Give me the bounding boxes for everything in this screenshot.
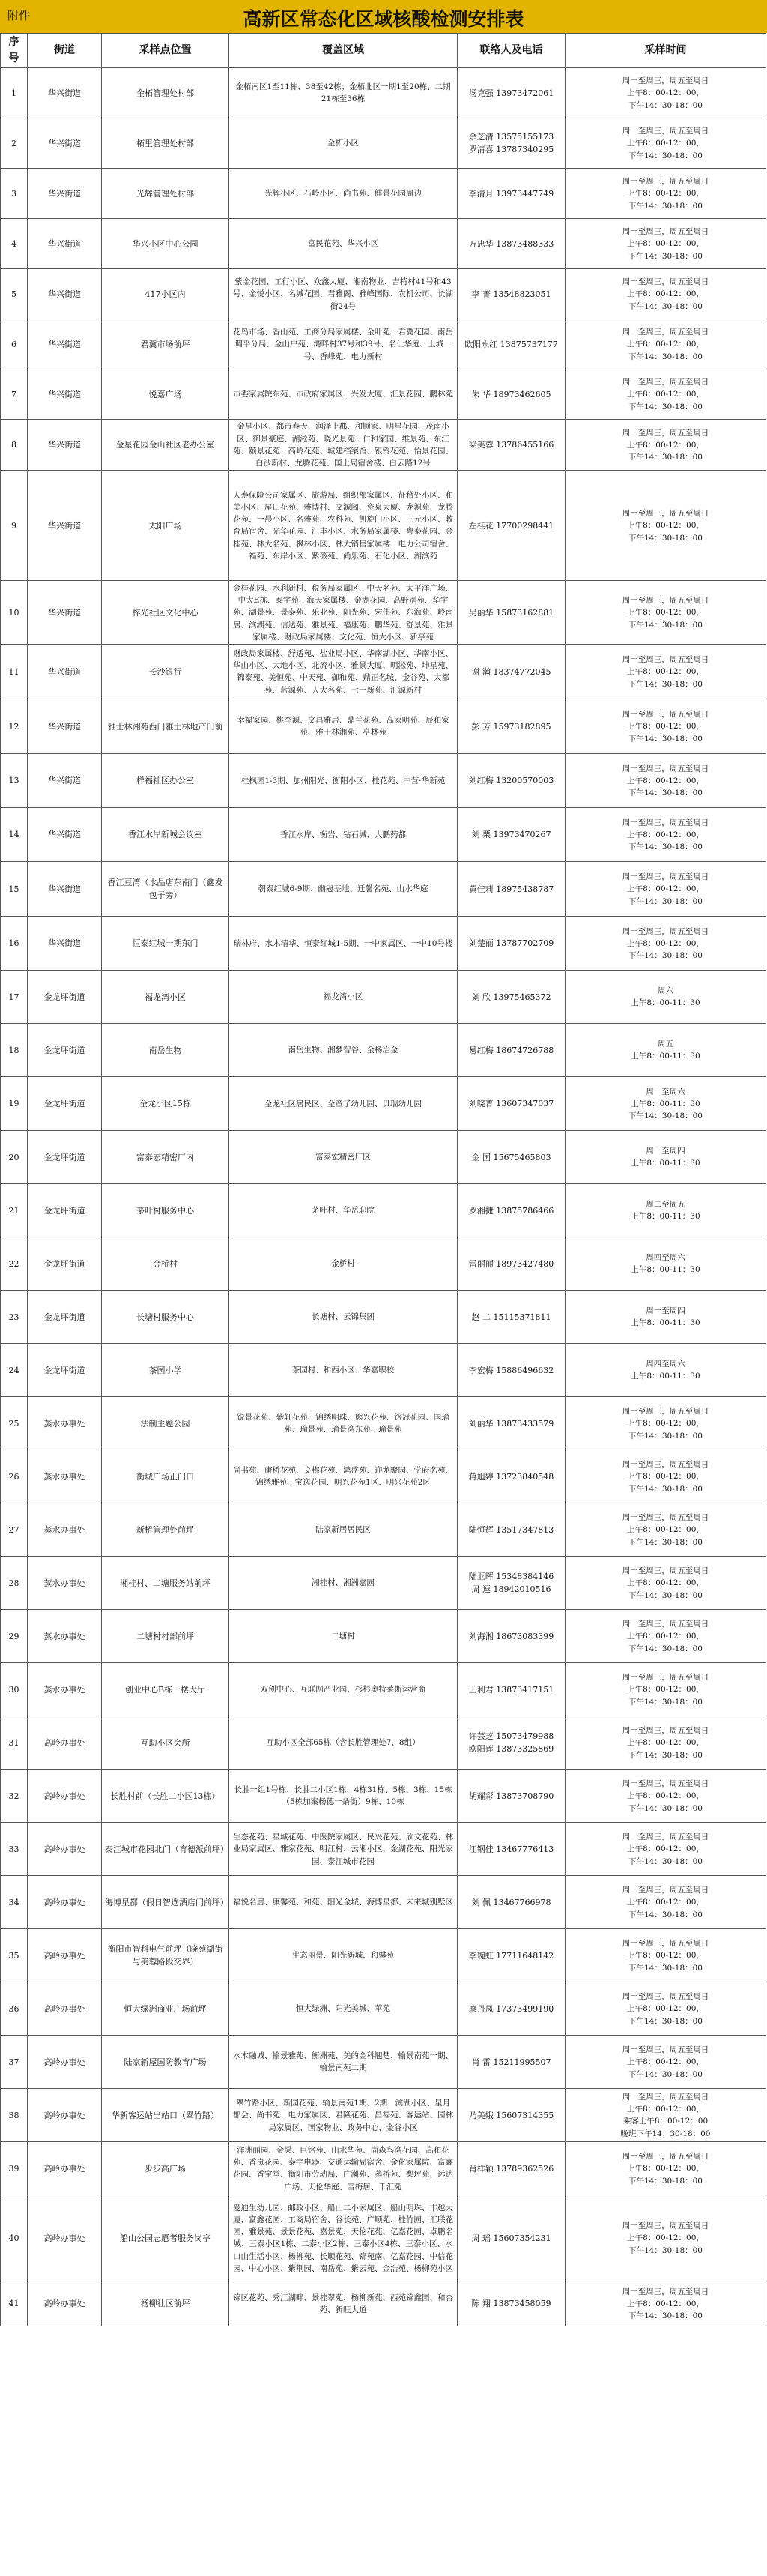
coverage-cell: 福龙湾小区 — [229, 971, 458, 1024]
site-cell: 长胜村前（长胜二小区13栋） — [102, 1770, 229, 1823]
contact-cell: 许芸芝 15073479988 欧阳莲 13873325869 — [458, 1716, 566, 1770]
coverage-cell: 恒大绿洲、阳光美城、苹苑 — [229, 1982, 458, 2036]
row-number: 30 — [1, 1663, 28, 1716]
time-cell: 周一至周三，周五至周日 上午8：00-12：00， 乘客上午8：00-12：00 晚班下午14：30-18：00 — [566, 2089, 766, 2142]
site-cell: 光辉管理处村部 — [102, 169, 229, 219]
contact-cell: 刘楚丽 13787702709 — [458, 917, 566, 971]
time-cell: 周一至周三，周五至周日 上午8：00-12：00， 下午14：30-18：00 — [566, 118, 766, 169]
contact-cell: 蒋旭婷 13723840548 — [458, 1450, 566, 1503]
table-row — [1, 219, 766, 269]
street-cell: 高岭办事处 — [28, 1716, 102, 1770]
street-cell: 蒸水办事处 — [28, 1610, 102, 1663]
coverage-cell: 茶园村、和西小区、华嘉职校 — [229, 1344, 458, 1397]
coverage-cell: 生态花苑、星城花苑、中医院家属区、民兴花苑、欣文花苑、林业局家属区、雅家花苑、明江村、云湘小区、金湖花苑、阳光家园、泰江城市花园 — [229, 1823, 458, 1876]
row-number: 32 — [1, 1770, 28, 1823]
table-row — [1, 471, 766, 581]
column-header: 街道 — [28, 34, 102, 68]
contact-cell: 刘红梅 13200570003 — [458, 754, 566, 808]
coverage-cell: 洋洲丽园、金梁、巨铭苑、山水华苑、尚森鸟湾花园、高和花苑、香岚花园、泰宇电器、交通运输局宿舍、金化家属院、富鑫花园、香宝堂、衡阳市劳动局、广潮苑、蒸桥苑、梨坪苑、远达广场、天伦华庭、雪梅居、千汇苑 — [229, 2142, 458, 2195]
site-cell: 步步高广场 — [102, 2142, 229, 2195]
coverage-cell: 长胜一组1号栋、长胜二小区1栋、4栋31栋、5栋、3栋、15栋（5栋加案杨德一条街）9栋、10栋 — [229, 1770, 458, 1823]
site-cell: 长塘村服务中心 — [102, 1291, 229, 1344]
time-cell: 周一至周三，周五至周日 上午8：00-12：00， 下午14：30-18：00 — [566, 319, 766, 369]
contact-cell: 刘 欣 13975465372 — [458, 971, 566, 1024]
row-number: 15 — [1, 862, 28, 917]
coverage-cell: 香江水岸、衡岩、钻石城、大鹏药都 — [229, 808, 458, 862]
table-row — [1, 319, 766, 369]
street-cell: 华兴街道 — [28, 169, 102, 219]
contact-cell: 李琬虹 17711648142 — [458, 1929, 566, 1982]
site-cell: 陆家新屋国防教育广场 — [102, 2036, 229, 2089]
table-row — [1, 917, 766, 971]
time-cell: 周一至周三，周五至周日 上午8：00-12：00， 下午14：30-18：00 — [566, 420, 766, 471]
contact-cell: 彭 芳 15973182895 — [458, 699, 566, 754]
street-cell: 高岭办事处 — [28, 2195, 102, 2281]
site-cell: 悦嘉广场 — [102, 369, 229, 420]
table-row — [1, 1397, 766, 1450]
street-cell: 金龙坪街道 — [28, 1237, 102, 1291]
row-number: 18 — [1, 1024, 28, 1077]
row-number: 9 — [1, 471, 28, 581]
table-row — [1, 1876, 766, 1929]
table-row — [1, 2142, 766, 2195]
site-cell: 船山公园志愿者服务岗亭 — [102, 2195, 229, 2281]
coverage-cell: 南岳生物、湘梦智谷、金杨冶金 — [229, 1024, 458, 1077]
column-header: 序号 — [1, 34, 28, 68]
coverage-cell: 爱迪生幼儿园、邮政小区、船山二小家属区、船山明珠、丰越大厦、富鑫花园、工商局宿舍、谷长苑、广顺苑、桂竹园、汇联花园、雅景苑、景景花苑、嘉景苑、天伦花苑、亿嘉花园、卓鹏名城、三泰小区1栋、二泰小区2栋、三泰小区4栋、三泰小区、水口山生活小区、杨柳苑、长顺花苑、锦苑南、亿嘉花园、中信花园、中心小区、紫荆园、南岳苑、紫云苑、金浩苑、杨柳苑小区 — [229, 2195, 458, 2281]
time-cell: 周一至周三，周五至周日 上午8：00-12：00， 下午14：30-18：00 — [566, 808, 766, 862]
site-cell: 福龙湾小区 — [102, 971, 229, 1024]
coverage-cell: 桂枫园1-3期、加州阳光、衡阳小区、桂花苑、中营·华新苑 — [229, 754, 458, 808]
time-cell: 周一至周三，周五至周日 上午8：00-12：00， 下午14：30-18：00 — [566, 1770, 766, 1823]
street-cell: 华兴街道 — [28, 645, 102, 699]
coverage-cell: 茅叶村、华岳职院 — [229, 1184, 458, 1237]
table-row — [1, 118, 766, 169]
time-cell: 周一至周三，周五至周日 上午8：00-12：00， 下午14：30-18：00 — [566, 1823, 766, 1876]
coverage-cell: 互助小区全部65栋（含长胜管理处7、8组） — [229, 1716, 458, 1770]
coverage-cell: 朝泰红城6-9期、幽冠基地、迁馨名苑、山水华庭 — [229, 862, 458, 917]
table-row — [1, 1344, 766, 1397]
street-cell: 华兴街道 — [28, 319, 102, 369]
site-cell: 互助小区会所 — [102, 1716, 229, 1770]
table-row — [1, 68, 766, 118]
time-cell: 周一至周三，周五至周日 上午8：00-12：00， 下午14：30-18：00 — [566, 581, 766, 645]
site-cell: 金龙小区15栋 — [102, 1077, 229, 1131]
coverage-cell: 陆家新居居民区 — [229, 1503, 458, 1557]
time-cell: 周一至周三，周五至周日 上午8：00-12：00， 下午14：30-18：00 — [566, 1876, 766, 1929]
contact-cell: 黄佳莉 18975438787 — [458, 862, 566, 917]
row-number: 5 — [1, 269, 28, 319]
contact-cell: 陆亚晖 15348384146 周 逗 18942010516 — [458, 1557, 566, 1610]
street-cell: 金龙坪街道 — [28, 971, 102, 1024]
street-cell: 华兴街道 — [28, 808, 102, 862]
coverage-cell: 锦区花苑、秀江湖畔、景桂翠苑、杨柳新苑、西苑锦鑫园、和杏苑、新旺大道 — [229, 2281, 458, 2326]
site-cell: 富泰宏精密厂内 — [102, 1131, 229, 1184]
table-row — [1, 699, 766, 754]
contact-cell: 肖样颖 13789362526 — [458, 2142, 566, 2195]
site-cell: 茶园小学 — [102, 1344, 229, 1397]
site-cell: 香江水岸新城会议室 — [102, 808, 229, 862]
coverage-cell: 双创中心、互联网产业园、杉杉奥特莱斯运营商 — [229, 1663, 458, 1716]
row-number: 39 — [1, 2142, 28, 2195]
row-number: 10 — [1, 581, 28, 645]
row-number: 6 — [1, 319, 28, 369]
row-number: 8 — [1, 420, 28, 471]
table-row — [1, 1982, 766, 2036]
row-number: 20 — [1, 1131, 28, 1184]
street-cell: 华兴街道 — [28, 68, 102, 118]
column-header: 联络人及电话 — [458, 34, 566, 68]
coverage-cell: 幸福家园、桃李源、文昌雅居、鼎兰花苑、高家明苑、辰和家苑、雅士林湘苑、亭林苑 — [229, 699, 458, 754]
street-cell: 华兴街道 — [28, 219, 102, 269]
row-number: 31 — [1, 1716, 28, 1770]
table-row — [1, 1291, 766, 1344]
contact-cell: 李宏梅 15886496632 — [458, 1344, 566, 1397]
coverage-cell: 水木融城、输景雅苑、衡洲苑、美的金科翘楚、输景南苑一期、输景南苑二期 — [229, 2036, 458, 2089]
time-cell: 周四至周六 上午8：00-11：30 — [566, 1344, 766, 1397]
row-number: 13 — [1, 754, 28, 808]
street-cell: 金龙坪街道 — [28, 1024, 102, 1077]
site-cell: 法制主题公园 — [102, 1397, 229, 1450]
time-cell: 周一至周三，周五至周日 上午8：00-12：00， 下午14：30-18：00 — [566, 699, 766, 754]
coverage-cell: 金星小区、都市春天、润泽上郡、和顺家、明星花园、茂南小区、御景豪庭、湖淞苑、晓光景苑、仁和家园、维景苑、东江苑、颐景花苑、高岭花苑、城建档案馆、银铃花苑、怡景花园、白沙新村、龙腾花苑、国土局宿舍楼、白云路12号 — [229, 420, 458, 471]
contact-cell: 欧阳永红 13875737177 — [458, 319, 566, 369]
site-cell: 恒泰红城一期东门 — [102, 917, 229, 971]
street-cell: 华兴街道 — [28, 269, 102, 319]
time-cell: 周五 上午8：00-11：30 — [566, 1024, 766, 1077]
street-cell: 华兴街道 — [28, 917, 102, 971]
time-cell: 周一至周三，周五至周日 上午8：00-12：00， 下午14：30-18：00 — [566, 2195, 766, 2281]
row-number: 37 — [1, 2036, 28, 2089]
street-cell: 华兴街道 — [28, 369, 102, 420]
row-number: 2 — [1, 118, 28, 169]
time-cell: 周一至周三，周五至周日 上午8：00-12：00， 下午14：30-18：00 — [566, 1397, 766, 1450]
street-cell: 高岭办事处 — [28, 2036, 102, 2089]
time-cell: 周一至周三，周五至周日 上午8：00-12：00， 下午14：30-18：00 — [566, 471, 766, 581]
contact-cell: 江钢佳 13467776413 — [458, 1823, 566, 1876]
contact-cell: 吴丽华 15873162881 — [458, 581, 566, 645]
contact-cell: 廖丹凤 17373499190 — [458, 1982, 566, 2036]
time-cell: 周一至周四 上午8：00-11：30 — [566, 1291, 766, 1344]
coverage-cell: 金柘南区1至11栋、38至42栋；金柘北区一期1至20栋、二期21栋至36栋 — [229, 68, 458, 118]
contact-cell: 雷丽丽 18973427480 — [458, 1237, 566, 1291]
table-row — [1, 1184, 766, 1237]
contact-cell: 万忠华 13873488333 — [458, 219, 566, 269]
contact-cell: 余芝清 13575155173 罗清喜 13787340295 — [458, 118, 566, 169]
street-cell: 华兴街道 — [28, 699, 102, 754]
table-row — [1, 1077, 766, 1131]
coverage-cell: 瑞林府、水木清华、恒泰红城1-5期、一中家属区、一中10号楼 — [229, 917, 458, 971]
table-row — [1, 2281, 766, 2326]
contact-cell: 李 菁 13548823051 — [458, 269, 566, 319]
contact-cell: 胡耀彩 13873708790 — [458, 1770, 566, 1823]
row-number: 40 — [1, 2195, 28, 2281]
time-cell: 周一至周三，周五至周日 上午8：00-12：00， 下午14：30-18：00 — [566, 1503, 766, 1557]
table-row — [1, 1131, 766, 1184]
time-cell: 周一至周四 上午8：00-11：30 — [566, 1131, 766, 1184]
site-cell: 杨柳社区前坪 — [102, 2281, 229, 2326]
street-cell: 蒸水办事处 — [28, 1663, 102, 1716]
site-cell: 417小区内 — [102, 269, 229, 319]
street-cell: 金龙坪街道 — [28, 1077, 102, 1131]
contact-cell: 陈 翔 13873458059 — [458, 2281, 566, 2326]
table-row — [1, 269, 766, 319]
site-cell: 金星花园金山社区老办公室 — [102, 420, 229, 471]
street-cell: 蒸水办事处 — [28, 1397, 102, 1450]
site-cell: 华新客运站出站口（翠竹路） — [102, 2089, 229, 2142]
site-cell: 柘里管理处村部 — [102, 118, 229, 169]
time-cell: 周一至周三，周五至周日 上午8：00-12：00， 下午14：30-18：00 — [566, 1663, 766, 1716]
street-cell: 华兴街道 — [28, 862, 102, 917]
row-number: 24 — [1, 1344, 28, 1397]
contact-cell: 左桂花 17700298441 — [458, 471, 566, 581]
site-cell: 二塘村村部前坪 — [102, 1610, 229, 1663]
coverage-cell: 湘桂村、湘洲嘉园 — [229, 1557, 458, 1610]
table-row — [1, 1024, 766, 1077]
time-cell: 周一至周三，周五至周日 上午8：00-12：00， 下午14：30-18：00 — [566, 269, 766, 319]
street-cell: 华兴街道 — [28, 420, 102, 471]
time-cell: 周一至周三，周五至周日 上午8：00-12：00， 下午14：30-18：00 — [566, 219, 766, 269]
row-number: 29 — [1, 1610, 28, 1663]
contact-cell: 刘 佩 13467766978 — [458, 1876, 566, 1929]
street-cell: 高岭办事处 — [28, 2281, 102, 2326]
street-cell: 高岭办事处 — [28, 1982, 102, 2036]
table-row — [1, 581, 766, 645]
coverage-cell: 金龙社区居民区、金童了幼儿园、贝瑞幼儿园 — [229, 1077, 458, 1131]
coverage-cell: 金桂花园、水利新村、税务局家属区、中天名苑、太平洋广场、中大E栋、泰宇苑、海天家属楼、金湖花园、高野别苑、华宇苑、湖景苑、景泰苑、乐业苑、阳光苑、宏伟苑、东海苑、岭南居、滨湖苑、信达苑、雅景苑、福康苑、鹏华苑、舒景苑、雅景家属楼、财政局家属楼、文化苑、恒大小区、新亭苑 — [229, 581, 458, 645]
site-cell: 新桥管理处前坪 — [102, 1503, 229, 1557]
row-number: 14 — [1, 808, 28, 862]
column-header: 采样点位置 — [102, 34, 229, 68]
column-header: 采样时间 — [566, 34, 766, 68]
time-cell: 周二至周五 上午8：00-11：30 — [566, 1184, 766, 1237]
site-cell: 金柘管理处村部 — [102, 68, 229, 118]
contact-cell: 刘晓菁 13607347037 — [458, 1077, 566, 1131]
coverage-cell: 市委家属院东苑、市政府家属区、兴发大厦、汇景花园、鹏林苑 — [229, 369, 458, 420]
table-body — [1, 68, 766, 2326]
time-cell: 周一至周三，周五至周日 上午8：00-12：00， 下午14：30-18：00 — [566, 754, 766, 808]
coverage-cell: 金柘小区 — [229, 118, 458, 169]
time-cell: 周一至周三，周五至周日 上午8：00-12：00， 下午14：30-18：00 — [566, 1450, 766, 1503]
coverage-cell: 翠竹路小区、新园花苑、输景南苑1期、2期、滨湖小区、星月都会、尚书苑、电力家属区、君隆花苑、昌福苑、客运站、园林局家属区、国家物业、政务中心、金谷小区 — [229, 2089, 458, 2142]
coverage-cell: 生态丽景、阳光新城、和馨苑 — [229, 1929, 458, 1982]
coverage-cell: 财政局家属楼、舒适苑、盐业局小区、华南湖小区、华南小区、华山小区、大地小区、北流小区、雅景大厦、明淞苑、坤星苑、锦泰苑、美恒苑、中天苑、御和苑、鼎正名城、金谷苑、大都苑、蓝源苑、人大名苑、七一新苑、汇源新村 — [229, 645, 458, 699]
table-row — [1, 1557, 766, 1610]
street-cell: 蒸水办事处 — [28, 1557, 102, 1610]
table-row — [1, 420, 766, 471]
street-cell: 金龙坪街道 — [28, 1184, 102, 1237]
time-cell: 周一至周三，周五至周日 上午8：00-12：00， 下午14：30-18：00 — [566, 645, 766, 699]
table-row — [1, 808, 766, 862]
table-row — [1, 862, 766, 917]
site-cell: 样福社区办公室 — [102, 754, 229, 808]
street-cell: 高岭办事处 — [28, 2089, 102, 2142]
row-number: 33 — [1, 1823, 28, 1876]
row-number: 35 — [1, 1929, 28, 1982]
street-cell: 金龙坪街道 — [28, 1131, 102, 1184]
coverage-cell: 人寿保险公司家属区、旅游局、组织部家属区、征稽处小区、和美小区、屋田花苑、雅博村、文源阁、瓷泉大厦、龙源苑、龙腾花苑、一晨小区、名雅苑、农科苑、凯旋门小区、三元小区、教育局宿舍、光华花园、汇丰小区、水务局家属楼、粤泰花园、金桂苑、林大名苑、枫林小区、林大销售家属楼、电力公司宿舍、福苑、东岸小区、紫薇苑、尚乐苑、石化小区、湖滨苑 — [229, 471, 458, 581]
street-cell: 蒸水办事处 — [28, 1503, 102, 1557]
site-cell: 香江豆湾（水晶店东南门（鑫发包子旁） — [102, 862, 229, 917]
table-row — [1, 1237, 766, 1291]
street-cell: 蒸水办事处 — [28, 1450, 102, 1503]
time-cell: 周一至周六 上午8：00-11：30 下午14：30-18：00 — [566, 1077, 766, 1131]
site-cell: 金桥村 — [102, 1237, 229, 1291]
coverage-cell: 紫金花园、工行小区、众鑫大厦、湘南物业、吉特村41号和43号、金悦小区、名城花园、君雅阁、雅峰国际、农机公司、长湖街24号 — [229, 269, 458, 319]
table-row — [1, 1716, 766, 1770]
schedule-table — [0, 33, 766, 2326]
contact-cell: 谢 瀚 18374772045 — [458, 645, 566, 699]
title-bar — [0, 0, 767, 33]
contact-cell: 刘海湘 18673083399 — [458, 1610, 566, 1663]
table-row — [1, 1929, 766, 1982]
row-number: 25 — [1, 1397, 28, 1450]
attachment-tag: 附件 — [7, 9, 31, 22]
time-cell: 周一至周三，周五至周日 上午8：00-12：00， 下午14：30-18：00 — [566, 1557, 766, 1610]
coverage-cell: 花鸟市场、香山苑、工商分局家属楼、金叶苑、君冀花园、南岳调平分局、金山户苑、湾畔村37号和39号、名仕华庭、上城一号、香峰苑、电力新村 — [229, 319, 458, 369]
coverage-cell: 富民花苑、华兴小区 — [229, 219, 458, 269]
contact-cell: 罗湘捷 13875786466 — [458, 1184, 566, 1237]
coverage-cell: 长塘村、云锦集团 — [229, 1291, 458, 1344]
table-row — [1, 1503, 766, 1557]
header-row — [1, 34, 766, 68]
table-row — [1, 2036, 766, 2089]
site-cell: 太阳广场 — [102, 471, 229, 581]
table-row — [1, 1663, 766, 1716]
row-number: 26 — [1, 1450, 28, 1503]
time-cell: 周一至周三，周五至周日 上午8：00-12：00， 下午14：30-18：00 — [566, 862, 766, 917]
time-cell: 周一至周三，周五至周日 上午8：00-12：00， 下午14：30-18：00 — [566, 1610, 766, 1663]
site-cell: 茅叶村服务中心 — [102, 1184, 229, 1237]
street-cell: 高岭办事处 — [28, 1823, 102, 1876]
table-row — [1, 1770, 766, 1823]
coverage-cell: 二塘村 — [229, 1610, 458, 1663]
street-cell: 高岭办事处 — [28, 1876, 102, 1929]
row-number: 7 — [1, 369, 28, 420]
site-cell: 泰江城市花园北门（育德派前坪） — [102, 1823, 229, 1876]
coverage-cell: 富泰宏精密厂区 — [229, 1131, 458, 1184]
row-number: 38 — [1, 2089, 28, 2142]
contact-cell: 刘 栗 13973470267 — [458, 808, 566, 862]
row-number: 12 — [1, 699, 28, 754]
site-cell: 创业中心B栋一楼大厅 — [102, 1663, 229, 1716]
contact-cell: 李清月 13973447749 — [458, 169, 566, 219]
street-cell: 高岭办事处 — [28, 1770, 102, 1823]
row-number: 3 — [1, 169, 28, 219]
contact-cell: 王利君 13873417151 — [458, 1663, 566, 1716]
contact-cell: 周 瑶 15607354231 — [458, 2195, 566, 2281]
street-cell: 金龙坪街道 — [28, 1291, 102, 1344]
contact-cell: 肖 雷 15211995507 — [458, 2036, 566, 2089]
table-row — [1, 1610, 766, 1663]
table-row — [1, 754, 766, 808]
coverage-cell: 光辉小区、石岭小区、尚书苑、健景花园周边 — [229, 169, 458, 219]
site-cell: 湘桂村、二塘服务站前坪 — [102, 1557, 229, 1610]
street-cell: 高岭办事处 — [28, 2142, 102, 2195]
time-cell: 周四至周六 上午8：00-11：30 — [566, 1237, 766, 1291]
site-cell: 恒大绿洲商业广场前坪 — [102, 1982, 229, 2036]
row-number: 16 — [1, 917, 28, 971]
site-cell: 海博星都（假日智选酒店门前坪） — [102, 1876, 229, 1929]
page-title: 高新区常态化区域核酸检测安排表 — [243, 8, 524, 30]
time-cell: 周一至周三，周五至周日 上午8：00-12：00， 下午14：30-18：00 — [566, 169, 766, 219]
time-cell: 周一至周三，周五至周日 上午8：00-12：00， 下午14：30-18：00 — [566, 369, 766, 420]
row-number: 11 — [1, 645, 28, 699]
contact-cell: 陆恒辉 13517347813 — [458, 1503, 566, 1557]
time-cell: 周一至周三，周五至周日 上午8：00-12：00， 下午14：30-18：00 — [566, 2142, 766, 2195]
time-cell: 周一至周三，周五至周日 上午8：00-12：00， 下午14：30-18：00 — [566, 2036, 766, 2089]
site-cell: 君冀市场前坪 — [102, 319, 229, 369]
row-number: 34 — [1, 1876, 28, 1929]
table-row — [1, 2195, 766, 2281]
coverage-cell: 福悦名居、康馨苑、和苑、阳光金城、海博星都、未来城别墅区 — [229, 1876, 458, 1929]
coverage-cell: 金桥村 — [229, 1237, 458, 1291]
street-cell: 华兴街道 — [28, 118, 102, 169]
time-cell: 周一至周三，周五至周日 上午8：00-12：00， 下午14：30-18：00 — [566, 1929, 766, 1982]
table-row — [1, 1450, 766, 1503]
time-cell: 周一至周三，周五至周日 上午8：00-12：00， 下午14：30-18：00 — [566, 2281, 766, 2326]
row-number: 22 — [1, 1237, 28, 1291]
row-number: 21 — [1, 1184, 28, 1237]
row-number: 4 — [1, 219, 28, 269]
table-row — [1, 169, 766, 219]
contact-cell: 赵 二 15115371811 — [458, 1291, 566, 1344]
row-number: 41 — [1, 2281, 28, 2326]
coverage-cell: 尚书苑、康桥花苑、文梅花苑、鸿盛苑、迎龙聚园、学府名苑、锦绣雅苑、宝逸花园、明兴花苑1区、明兴花苑2区 — [229, 1450, 458, 1503]
row-number: 28 — [1, 1557, 28, 1610]
row-number: 27 — [1, 1503, 28, 1557]
time-cell: 周一至周三，周五至周日 上午8：00-12：00， 下午14：30-18：00 — [566, 917, 766, 971]
contact-cell: 金 国 15675465803 — [458, 1131, 566, 1184]
table-row — [1, 645, 766, 699]
site-cell: 衡阳市智科电气前坪（晓苑湖街与美蓉路段交界） — [102, 1929, 229, 1982]
column-header: 覆盖区域 — [229, 34, 458, 68]
contact-cell: 朱 华 18973462605 — [458, 369, 566, 420]
row-number: 19 — [1, 1077, 28, 1131]
table-row — [1, 369, 766, 420]
street-cell: 华兴街道 — [28, 754, 102, 808]
street-cell: 金龙坪街道 — [28, 1344, 102, 1397]
site-cell: 华兴小区中心公园 — [102, 219, 229, 269]
time-cell: 周一至周三，周五至周日 上午8：00-12：00， 下午14：30-18：00 — [566, 68, 766, 118]
coverage-cell: 锐景花苑、紫轩花苑、锦绣明珠、熊兴花苑、镕冠花园、国瑜苑、瑜景苑、瑜景湾东苑、瑜景苑 — [229, 1397, 458, 1450]
contact-cell: 乃美娥 15607314355 — [458, 2089, 566, 2142]
time-cell: 周六 上午8：00-11：30 — [566, 971, 766, 1024]
site-cell: 衡城广场正门口 — [102, 1450, 229, 1503]
site-cell: 雅士林湘苑西门雅士林地产门前 — [102, 699, 229, 754]
street-cell: 华兴街道 — [28, 471, 102, 581]
row-number: 36 — [1, 1982, 28, 2036]
site-cell: 梓光社区文化中心 — [102, 581, 229, 645]
table-row — [1, 1823, 766, 1876]
table-row — [1, 971, 766, 1024]
row-number: 17 — [1, 971, 28, 1024]
contact-cell: 梁美蓉 13786455166 — [458, 420, 566, 471]
time-cell: 周一至周三，周五至周日 上午8：00-12：00， 下午14：30-18：00 — [566, 1716, 766, 1770]
time-cell: 周一至周三，周五至周日 上午8：00-12：00， 下午14：30-18：00 — [566, 1982, 766, 2036]
table-row — [1, 2089, 766, 2142]
street-cell: 高岭办事处 — [28, 1929, 102, 1982]
contact-cell: 易红梅 18674726788 — [458, 1024, 566, 1077]
contact-cell: 汤克强 13973472061 — [458, 68, 566, 118]
site-cell: 南岳生物 — [102, 1024, 229, 1077]
row-number: 1 — [1, 68, 28, 118]
row-number: 23 — [1, 1291, 28, 1344]
contact-cell: 刘丽华 13873433579 — [458, 1397, 566, 1450]
site-cell: 长沙银行 — [102, 645, 229, 699]
street-cell: 华兴街道 — [28, 581, 102, 645]
